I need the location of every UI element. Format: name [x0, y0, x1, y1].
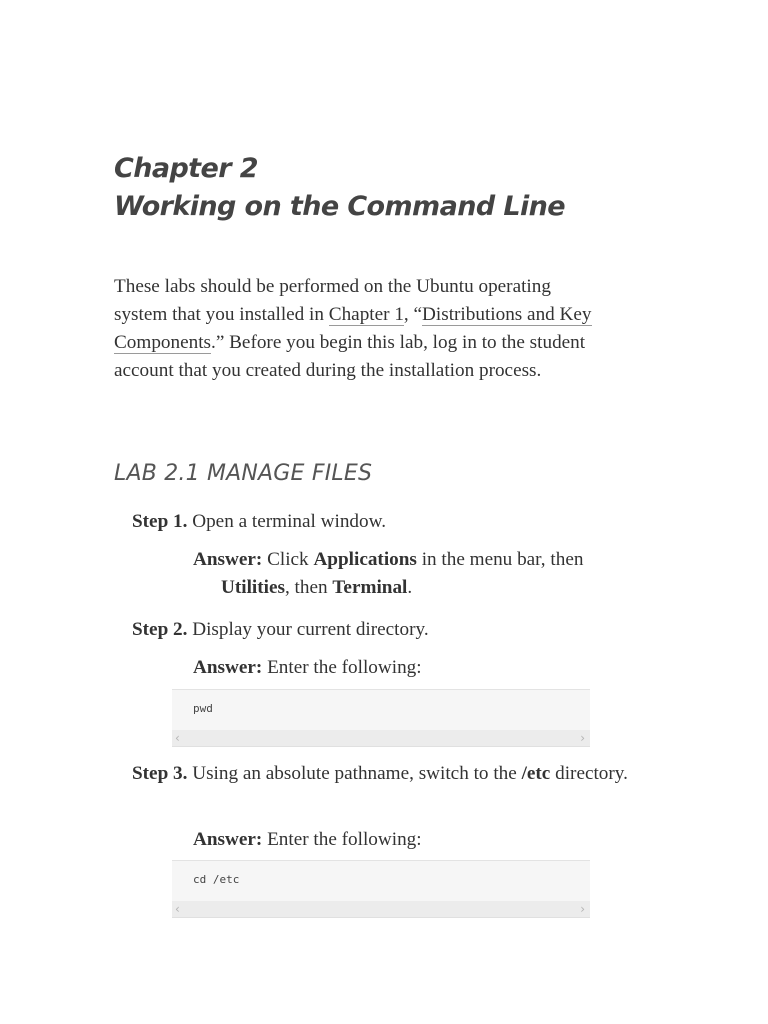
- answer-text: Enter the following:: [262, 657, 422, 678]
- scroll-right-icon[interactable]: ›: [580, 731, 585, 745]
- answer-label: Answer:: [193, 657, 263, 678]
- lab-heading: LAB 2.1 MANAGE FILES: [114, 461, 373, 486]
- code-text: pwd: [193, 702, 213, 715]
- intro-text-1: These labs should be performed on the Ubuntu operating system that you installed in: [114, 276, 551, 325]
- step-2: [132, 616, 592, 644]
- step-3-answer: [193, 826, 422, 854]
- answer-label: Answer:: [193, 549, 263, 570]
- terminal-term: Terminal: [332, 577, 408, 598]
- intro-paragraph: [114, 273, 592, 385]
- answer-text: .: [407, 577, 413, 598]
- step-1: [132, 508, 592, 536]
- step-2-text: Display your current directory.: [187, 619, 429, 640]
- answer-text: , then: [284, 577, 333, 598]
- chapter-1-link[interactable]: Chapter 1: [328, 304, 404, 325]
- answer-text: Enter the following:: [262, 829, 422, 850]
- code-text: cd /etc: [193, 873, 240, 886]
- step-3-label: Step 3.: [132, 763, 188, 784]
- step-3: [132, 760, 652, 788]
- answer-label: Answer:: [193, 829, 263, 850]
- answer-text: Click: [262, 549, 314, 570]
- intro-text-2: , “: [403, 304, 423, 325]
- horizontal-scrollbar[interactable]: [172, 901, 590, 918]
- step-1-label: Step 1.: [132, 511, 188, 532]
- applications-term: Applications: [313, 549, 417, 570]
- chapter-title: Working on the Command Line: [114, 191, 565, 222]
- etc-path: /etc: [521, 763, 551, 784]
- step-3-text-end: directory.: [550, 763, 628, 784]
- step-1-text: Open a terminal window.: [187, 511, 387, 532]
- scroll-left-icon[interactable]: ‹: [175, 902, 180, 916]
- step-2-answer: [193, 654, 422, 682]
- code-block-cd-etc: [172, 860, 590, 918]
- chapter-heading: [114, 150, 565, 226]
- step-3-text: Using an absolute pathname, switch to the: [187, 763, 522, 784]
- step-2-label: Step 2.: [132, 619, 188, 640]
- step-1-answer: [193, 546, 621, 602]
- intro-text-3: .” Before you begin this lab, log in to the student account that you created during the installation process.: [114, 332, 586, 381]
- chapter-number: Chapter 2: [114, 153, 258, 184]
- horizontal-scrollbar[interactable]: [172, 730, 590, 747]
- distributions-link[interactable]: Distributions and Key Components: [114, 304, 592, 353]
- answer-text: in the menu bar, then: [416, 549, 584, 570]
- scroll-right-icon[interactable]: ›: [580, 902, 585, 916]
- scroll-left-icon[interactable]: ‹: [175, 731, 180, 745]
- utilities-term: Utilities: [221, 577, 285, 598]
- code-block-pwd: [172, 689, 590, 747]
